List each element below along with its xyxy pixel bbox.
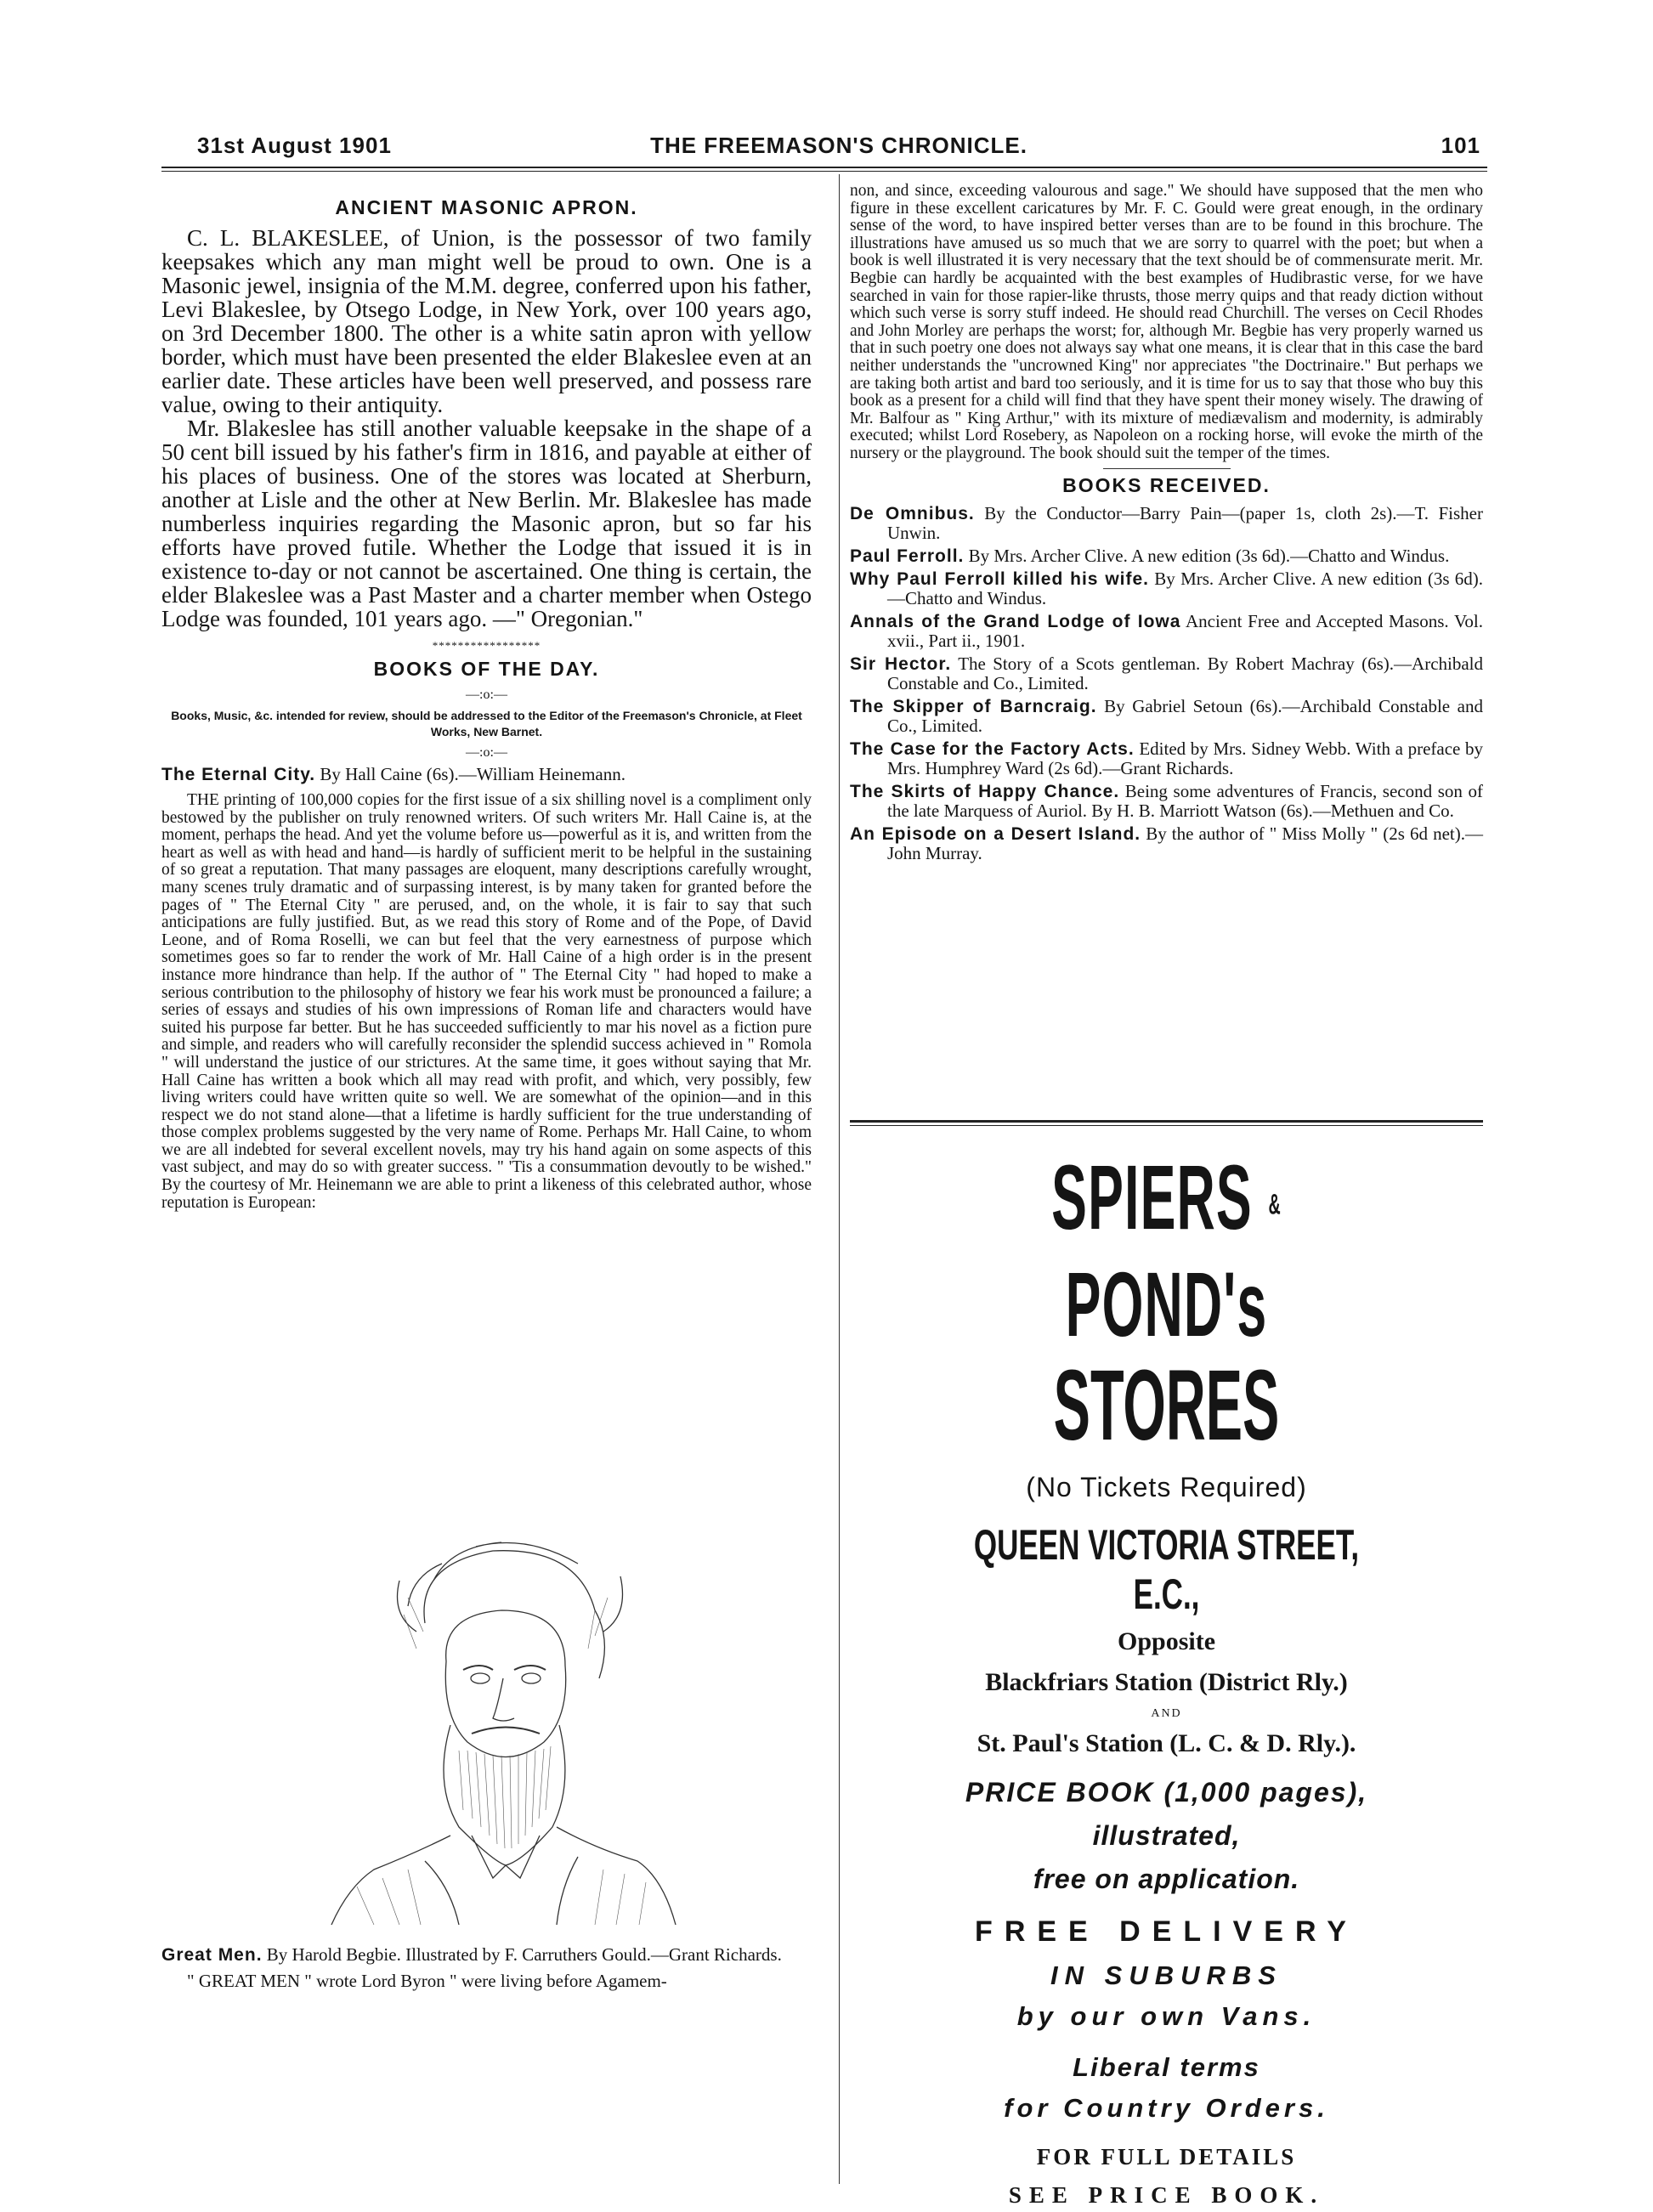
advert-address: QUEEN VICTORIA STREET, E.C., bbox=[973, 1521, 1360, 1619]
left-column bbox=[161, 191, 812, 1212]
book-entry: The Case for the Factory Acts. Edited by Mrs. Sidney Webb. With a preface by Mrs. Humphrey Ward (2s 6d).—Grant Richards. bbox=[850, 738, 1483, 778]
book-entry: Why Paul Ferroll killed his wife. By Mrs. Archer Clive. A new edition (3s 6d).—Chatto and Windus. bbox=[850, 568, 1484, 608]
review-notice: Books, Music, &c. intended for review, should be addressed to the Editor of the Freemason's Chronicle, at Fleet Works, New Barnet. bbox=[171, 709, 802, 738]
advert-free-on-application: free on application. bbox=[1033, 1864, 1300, 1895]
review-title-great-men: Great Men. bbox=[161, 1945, 263, 1965]
advert-free-delivery: FREE DELIVERY bbox=[975, 1915, 1358, 1949]
advert-rule-thin bbox=[850, 1125, 1483, 1126]
header-rule bbox=[161, 167, 1487, 168]
books-received-heading: BOOKS RECEIVED. bbox=[1062, 473, 1271, 496]
header-page-number: 101 bbox=[1441, 133, 1480, 158]
advert-illustrated: illustrated, bbox=[1092, 1820, 1241, 1852]
advert-st-pauls: St. Paul's Station (L. C. & D. Rly.). bbox=[977, 1729, 1356, 1758]
separator: —:o:— bbox=[466, 687, 507, 702]
books-received-list bbox=[850, 504, 1483, 863]
header-rule-thin bbox=[161, 171, 1487, 172]
advert-and: AND bbox=[1151, 1707, 1182, 1721]
apron-paragraph-1: C. L. BLAKESLEE, of Union, is the possessor of two family keepsakes which any man might well be proud to own. One is a Masonic jewel, insignia of the M.M. degree, conferred upon his father, Levi Blakeslee, by Otsego Lodge, in New York, over 100 years ago, on 3rd December 1800. The other is a white satin apron with yellow border, which must have been presented the elder Blakeslee even at an earlier date. These articles have been well preserved, and possess rare value, owing to their antiquity. bbox=[161, 225, 812, 417]
book-entry: The Skirts of Happy Chance. Being some adventures of Francis, second son of the late Marquess of Auriol. By H. B. Marriott Watson (6s).—Methuen and Co. bbox=[850, 780, 1483, 821]
review-great-men-body: " GREAT MEN " wrote Lord Byron " were living before Agamem- bbox=[187, 1971, 667, 1991]
book-entry: An Episode on a Desert Island. By the author of " Miss Molly " (2s 6d net).—John Murray. bbox=[850, 823, 1483, 863]
advert-rule bbox=[850, 1120, 1483, 1123]
advert-no-tickets: (No Tickets Required) bbox=[1026, 1472, 1307, 1503]
advert-own-vans: by our own Vans. bbox=[1016, 2001, 1316, 2032]
spiers-pond-advertisement bbox=[850, 1147, 1483, 2209]
section-divider-stars: ***************** bbox=[432, 639, 541, 652]
book-entry: Paul Ferroll. By Mrs. Archer Clive. A new edition (3s 6d).—Chatto and Windus. bbox=[850, 545, 1450, 566]
review-title: The Eternal City. bbox=[161, 765, 316, 784]
review-great-men-header bbox=[161, 1944, 812, 1966]
advert-blackfriars: Blackfriars Station (District Rly.) bbox=[985, 1668, 1348, 1697]
book-entry: The Skipper of Barncraig. By Gabriel Setoun (6s).—Archibald Constable and Co., Limited. bbox=[850, 695, 1484, 736]
apron-heading: ANCIENT MASONIC APRON. bbox=[335, 196, 638, 218]
book-entry: Annals of the Grand Lodge of Iowa Ancient Free and Accepted Masons. Vol. xvii., Part ii., 1901. bbox=[850, 610, 1484, 651]
review-eternal-city-header bbox=[161, 764, 812, 785]
separator-2: —:o:— bbox=[466, 745, 507, 760]
advert-brand-name: SPIERS & POND's bbox=[1051, 1146, 1282, 1356]
advert-country-orders: for Country Orders. bbox=[1004, 2093, 1329, 2124]
review-eternal-city-body: THE printing of 100,000 copies for the first issue of a six shilling novel is a compliment only bestowed by the publisher on truly renowned writers. Of such writers Mr. Hall Caine is, at the moment, perhaps the head. And yet the volume before us—powerful as it is, and written from the heart as well as with head and hand—is hardly of sufficient merit to be helpful in the sustaining of so great a reputation. That many passages are eloquent, many descriptions carefully wrought, many scenes truly dramatic and of surpassing interest, is by many taken for granted before the pages of " The Eternal City " are perused, and, on the whole, it is fair to say that such anticipations are fully justified. But, as we read this story of Rome and of the Pope, of David Leone, and of Roma Roselli, we can but feel that the very earnestness of purpose which sometimes goes so far to render the work of Mr. Hall Caine of a high order is in the present instance more hindrance than help. If the author of " The Eternal City " had hoped to make a serious contribution to the philosophy of history we fear his work must be pronounced a failure; a series of essays and studies of his own impressions of Roman life and characters would have suited his purpose far better. But he has succeeded sufficiently to mar his novel as a fiction pure and simple, and readers who will carefully reconsider the splendid success achieved in " Romola " will understand the justice of our strictures. At the same time, it goes without saying that Mr. Hall Caine has written a book which all may read with profit, and which, very possibly, few living writers could have written quite so well. We are somewhat of the opinion—and in this respect we do not stand alone—that a lifetime is hardly sufficient for the true understanding of those complex problems suggested by the very name of Rome. Perhaps Mr. Hall Caine, to whom we are all indebted for several excellent novels, may try his hand again on some aspects of this vast subject, and may do so with greater success. " 'Tis a consummation devoutly to be wished." By the courtesy of Mr. Heinemann we are able to print a likeness of this celebrated author, whose reputation is European: bbox=[161, 791, 812, 1212]
review-publisher-great-men: By Harold Begbie. Illustrated by F. Carruthers Gould.—Grant Richards. bbox=[266, 1944, 782, 1965]
review-great-men-continued: non, and since, exceeding valourous and sage." We should have supposed that the men who figure in these excellent caricatures by Mr. F. C. Gould were great enough, in the ordinary sense of the word, to have inspired better verses than are to be found in this brochure. The illustrations have amused us so much that we are sorry to quarrel with the poet; but when a book is well illustrated it is very necessary that the text should be of commensurate merit. Mr. Begbie can hardly be acquainted with the best examples of Hudibrastic verse, for we have searched in vain for those rapier-like thrusts, those merry quips and that ready diction without which such verse is sorry stuff indeed. He should read Churchill. The verses on Cecil Rhodes and John Morley are perhaps the worst; for, although Mr. Begbie has very properly warned us that in such poetry one does not always say what one means, it is clear that in this case the bard neither understands the "uncrowned King" nor appreciates "the Doctrinaire." But perhaps we are taking both artist and bard too seriously, and it is time for us to say that those who buy this book as a present for a child will find that they have spent their money wisely. The drawing of Mr. Balfour as " King Arthur," with its mixture of mediævalism and modernity, is admirably executed; whilst Lord Rosebery, as Napoleon on a rocking horse, will evoke the mirth of the nursery or the playground. The book should suit the temper of the times. bbox=[850, 182, 1483, 462]
great-men-review bbox=[161, 1944, 812, 1991]
apron-paragraph-2: Mr. Blakeslee has still another valuable keepsake in the shape of a 50 cent bill issued by his father's firm in 1816, and payable at either of his places of business. One of the stores was located at Sherburn, another at Lisle and the other at New Berlin. Mr. Blakeslee has made numberless inquiries regarding the Masonic apron, but so far his efforts have proved futile. Whether the Lodge that issued it is in existence to-day or not cannot be ascertained. One thing is certain, the elder Blakeslee was a Past Master and a charter member when Ostego Lodge was founded, 101 years ago. —" Oregonian." bbox=[161, 416, 812, 631]
books-of-the-day-heading: BOOKS OF THE DAY. bbox=[373, 658, 600, 680]
book-entry: De Omnibus. By the Conductor—Barry Pain—(paper 1s, cloth 2s).—T. Fisher Unwin. bbox=[850, 502, 1483, 543]
review-publisher: By Hall Caine (6s).—William Heinemann. bbox=[320, 764, 626, 784]
short-rule bbox=[1103, 468, 1231, 469]
page-header bbox=[197, 127, 1480, 161]
column-divider bbox=[839, 174, 840, 2184]
advert-opposite: Opposite bbox=[1117, 1627, 1216, 1656]
advert-liberal-terms: Liberal terms bbox=[1073, 2052, 1260, 2083]
advert-in-suburbs: IN SUBURBS bbox=[1050, 1960, 1282, 1991]
header-date: 31st August 1901 bbox=[197, 133, 392, 158]
advert-stores: STORES bbox=[1053, 1349, 1280, 1462]
hall-caine-portrait-illustration bbox=[323, 1530, 680, 1929]
advert-price-book: PRICE BOOK (1,000 pages), bbox=[965, 1777, 1368, 1808]
book-entry: Sir Hector. The Story of a Scots gentleman. By Robert Machray (6s).—Archibald Constable and Co., Limited. bbox=[850, 653, 1484, 693]
advert-full-details: FOR FULL DETAILS bbox=[1036, 2144, 1297, 2170]
right-column bbox=[850, 183, 1483, 867]
header-title: THE FREEMASON'S CHRONICLE. bbox=[650, 133, 1027, 158]
advert-see-price-book: SEE PRICE BOOK. bbox=[1008, 2182, 1325, 2209]
